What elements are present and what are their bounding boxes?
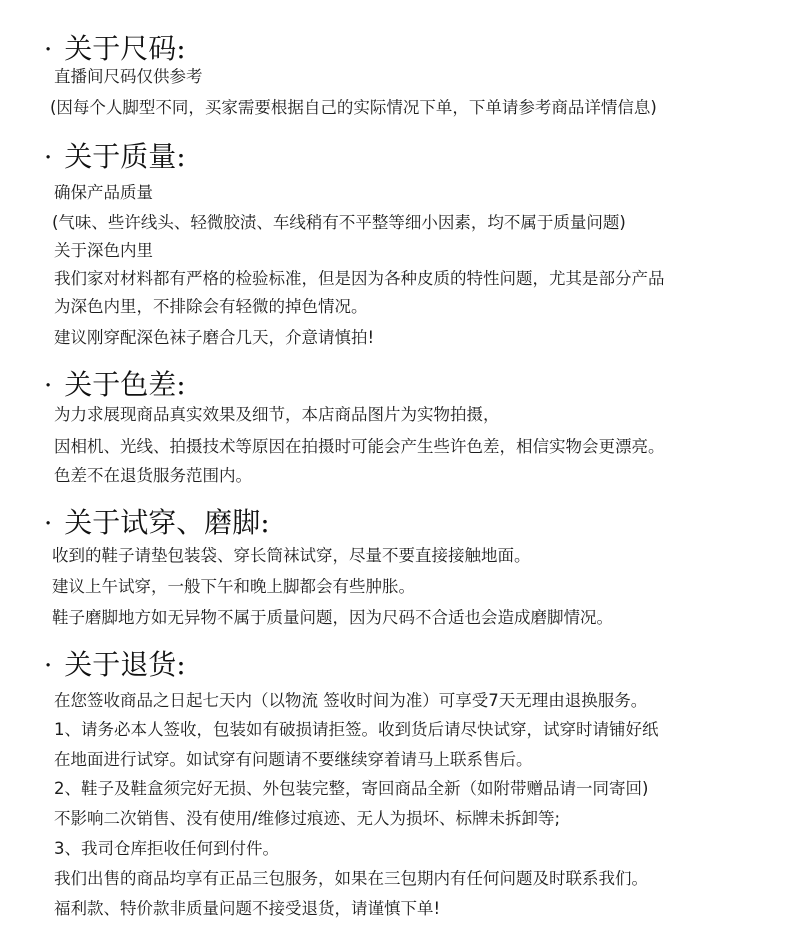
bullet-dot: · [44,651,53,681]
heading-text: 关于质量: [64,140,186,173]
bullet-dot: · [44,143,53,173]
text-line: 色差不在退货服务范围内。 [54,466,252,485]
text-line: 福利款、特价款非质量问题不接受退货，请谨慎下单! [54,899,441,918]
text-line: 建议刚穿配深色袜子磨合几天，介意请慎拍! [54,328,375,347]
text-line: 为深色内里，不排除会有轻微的掉色情况。 [54,297,368,316]
heading-text: 关于尺码: [64,32,186,65]
text-line: 3、我司仓库拒收任何到付件。 [54,839,279,858]
heading-text: 关于退货: [64,648,186,681]
text-line: 我们出售的商品均享有正品三包服务，如果在三包期内有任何问题及时联系我们。 [54,869,648,888]
text-line: 建议上午试穿，一般下午和晚上脚都会有些肿胀。 [52,577,415,596]
text-line: 在地面进行试穿。如试穿有问题请不要继续穿着请马上联系售后。 [54,750,533,769]
bullet-dot: · [44,371,53,401]
text-line: 收到的鞋子请垫包装袋、穿长筒袜试穿，尽量不要直接接触地面。 [52,546,531,565]
heading-text: 关于色差: [64,368,186,401]
text-line: 不影响二次销售、没有使用/维修过痕迹、无人为损坏、标牌未拆卸等; [54,809,561,828]
text-line: 关于深色内里 [54,241,153,260]
text-line: 确保产品质量 [54,183,153,202]
text-line: 鞋子磨脚地方如无异物不属于质量问题，因为尺码不合适也会造成磨脚情况。 [52,608,613,627]
heading-text: 关于试穿、磨脚: [64,506,270,539]
text-line: (气味、些许线头、轻微胶渍、车线稍有不平整等细小因素，均不属于质量问题) [52,213,626,232]
bullet-dot: · [44,35,53,65]
section-heading [44,140,186,175]
text-line: 直播间尺码仅供参考 [54,67,203,86]
section-heading [44,648,186,683]
bullet-dot: · [44,509,53,539]
section-heading [44,32,186,67]
text-line: 我们家对材料都有严格的检验标准，但是因为各种皮质的特性问题，尤其是部分产品 [54,269,665,288]
section-heading [44,506,270,541]
text-line: 2、鞋子及鞋盒须完好无损、外包装完整，寄回商品全新（如附带赠品请一同寄回) [54,779,649,798]
text-line: 因相机、光线、拍摄技术等原因在拍摄时可能会产生些许色差，相信实物会更漂亮。 [54,437,665,456]
section-heading [44,368,186,403]
text-line: (因每个人脚型不同，买家需要根据自己的实际情况下单，下单请参考商品详情信息) [50,98,657,117]
text-line: 为力求展现商品真实效果及细节，本店商品图片为实物拍摄， [54,405,500,424]
text-line: 在您签收商品之日起七天内（以物流 签收时间为准）可享受7天无理由退换服务。 [54,691,648,710]
text-line: 1、请务必本人签收，包装如有破损请拒签。收到货后请尽快试穿，试穿时请铺好纸 [54,720,659,739]
